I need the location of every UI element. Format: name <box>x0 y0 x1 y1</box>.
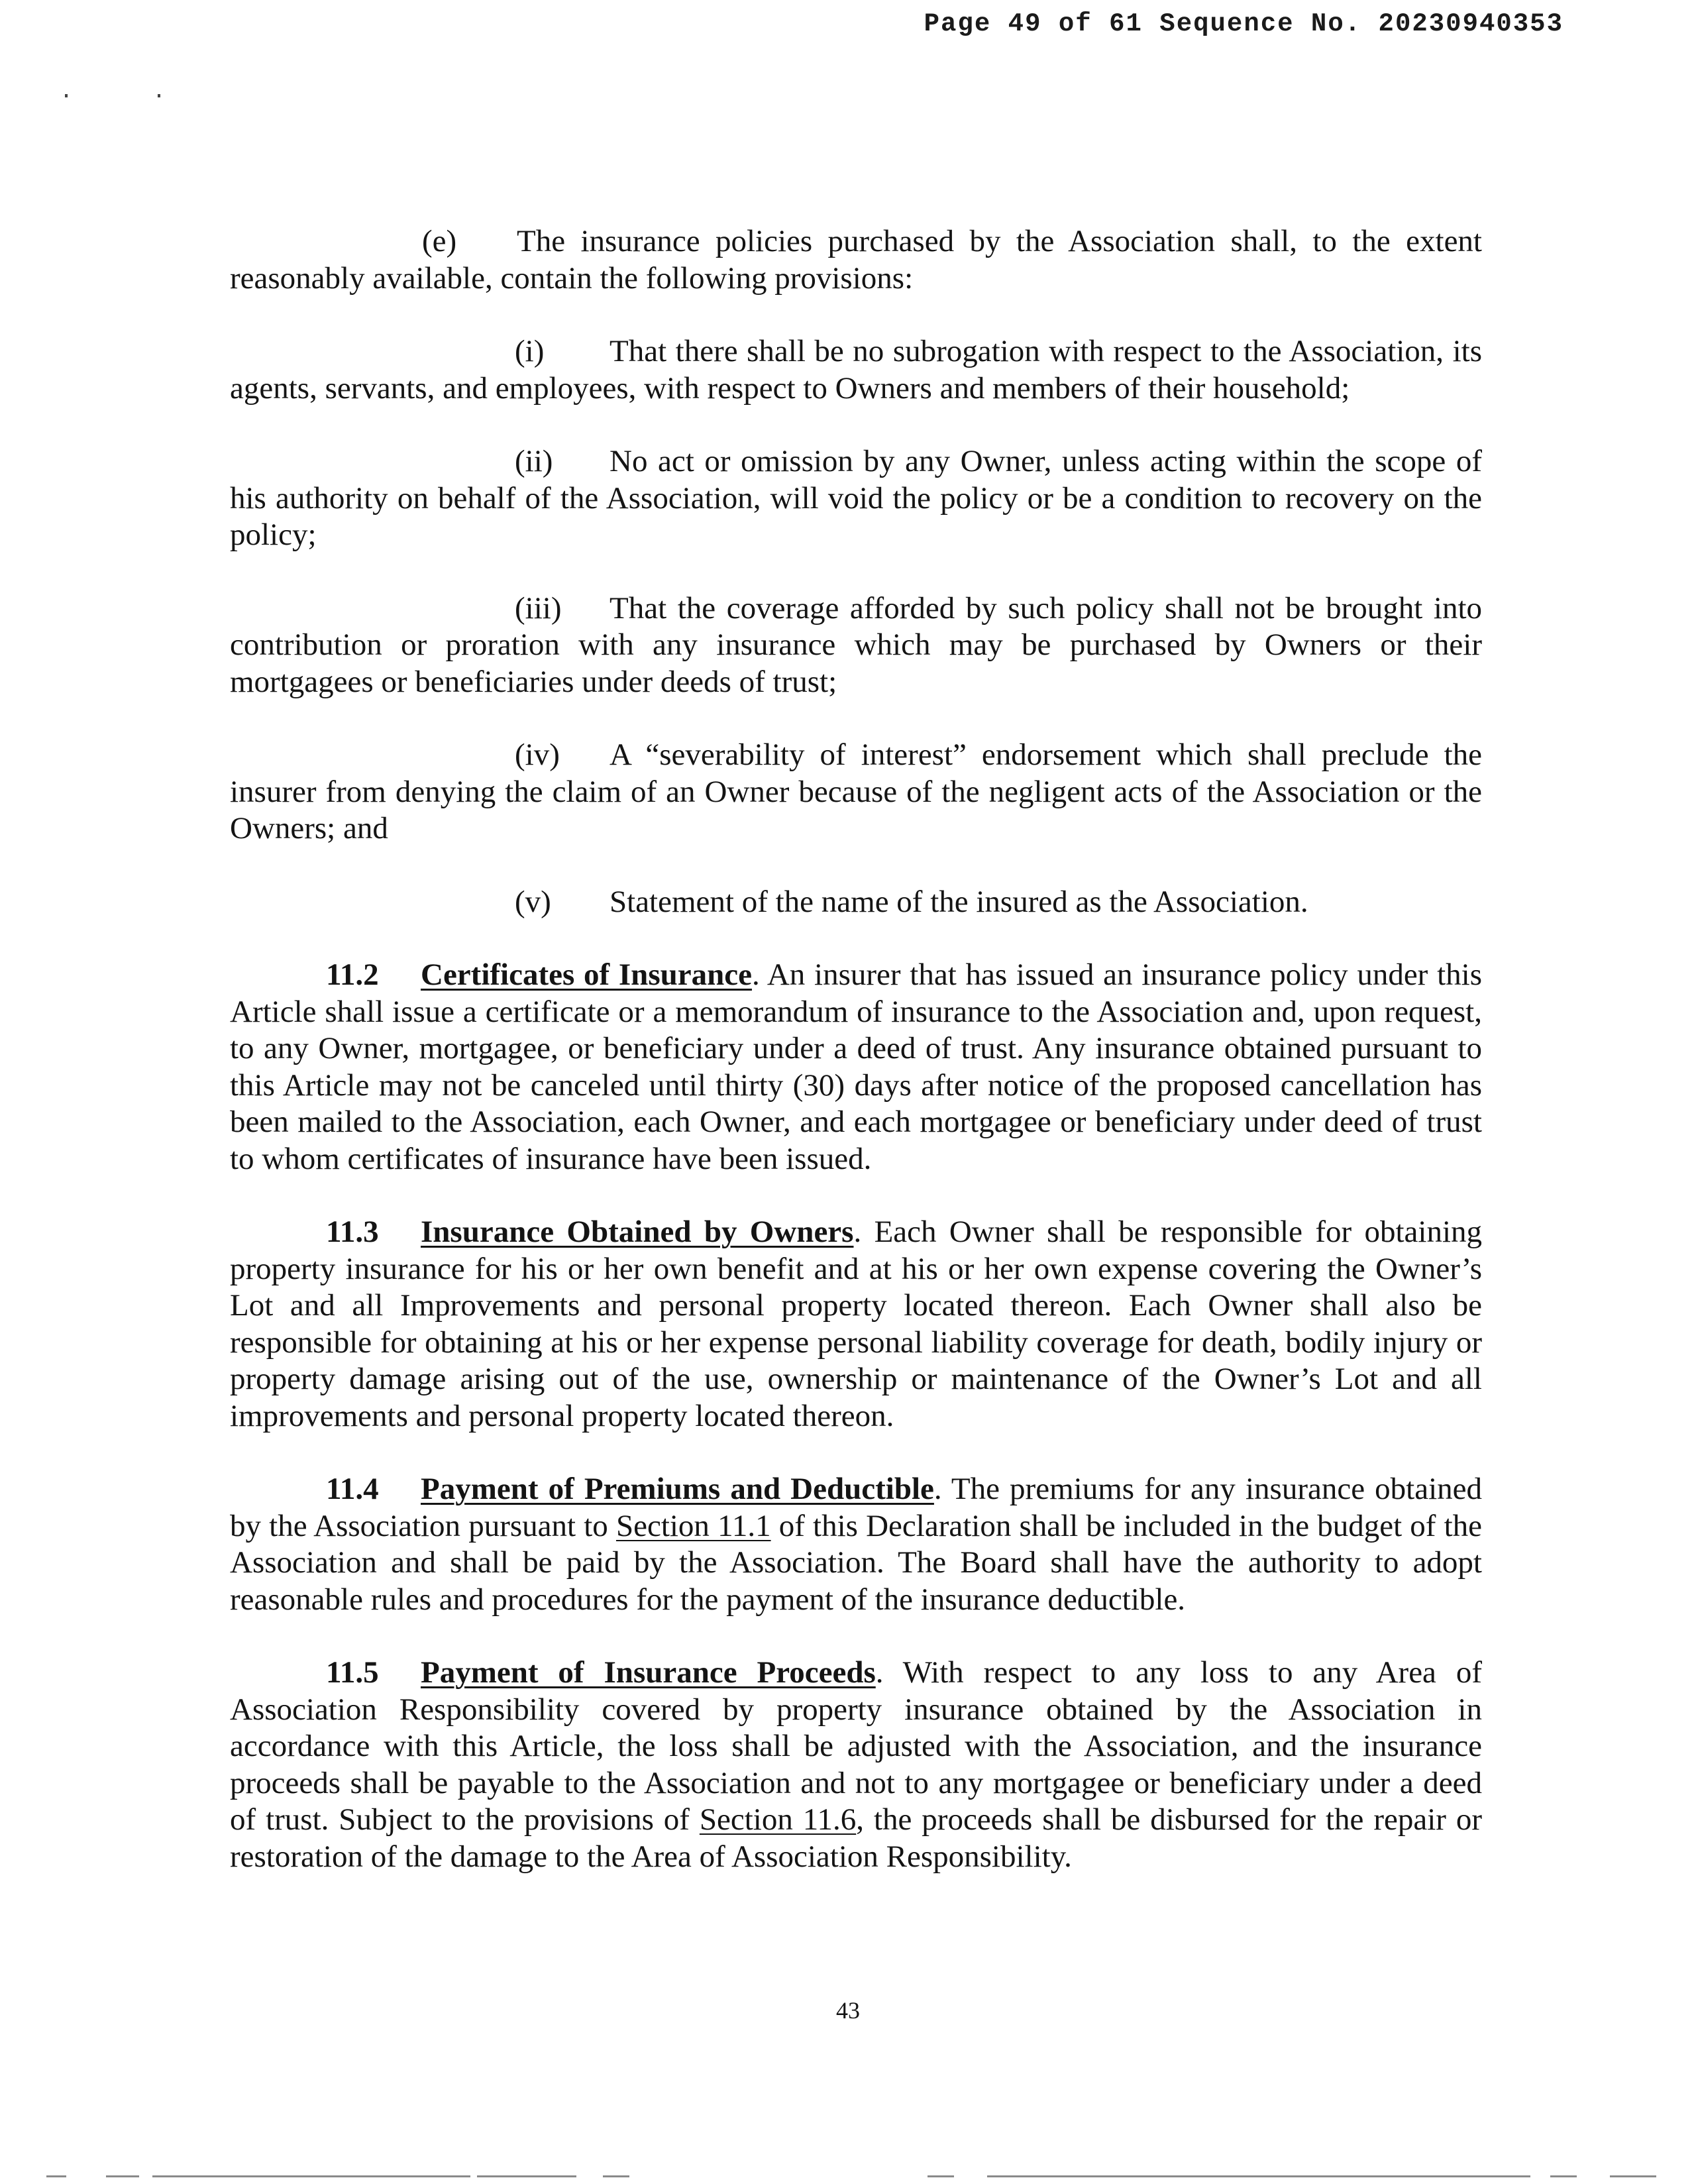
provision-text: That the coverage afforded by such policy shall not be brought into contribution or proration with any insurance which may be purchased by Owners or their mortgagees or beneficiaries under deeds of trust; <box>230 590 1482 699</box>
clause-text: The insurance policies purchased by the Association shall, to the extent reasonably available, contain the following provisions: <box>230 224 1482 296</box>
section-number: 11.3 <box>326 1215 379 1249</box>
page-sequence-header: Page 49 of 61 Sequence No. 20230940353 <box>924 9 1564 38</box>
section-11-5 <box>230 1655 1482 1875</box>
section-number: 11.4 <box>326 1472 379 1506</box>
provision-label: (i) <box>515 334 545 368</box>
section-11-2 <box>230 957 1482 1177</box>
provision-text: That there shall be no subrogation with respect to the Association, its agents, servants, and employees, with respect to Owners and members of their household; <box>230 334 1482 406</box>
section-title: Certificates of Insurance <box>421 957 752 992</box>
scan-edge-artifacts <box>0 2175 1696 2179</box>
provision-iii <box>230 590 1482 701</box>
section-title: Payment of Insurance Proceeds <box>421 1655 876 1690</box>
provision-label: (v) <box>515 884 551 919</box>
provision-text: A “severability of interest” endorsement which shall preclude the insurer from denying the claim of an Owner because of the negligent acts of the Association or the Owners; and <box>230 737 1482 846</box>
section-title: Insurance Obtained by Owners <box>421 1215 854 1249</box>
page-number: 43 <box>836 1997 860 2024</box>
provision-iv <box>230 737 1482 847</box>
clause-e <box>230 223 1482 297</box>
provision-i <box>230 333 1482 407</box>
provision-label: (ii) <box>515 444 553 478</box>
section-text: . With respect to any loss to any Area of Association Responsibility covered by property insurance obtained by the Association in accordance with this Article, the loss shall be adjusted with the Association, and the insurance proceeds shall be payable to the Association and not to any mortgagee or beneficiary under a deed of trust. Subject to the provisions of <box>230 1655 1482 1837</box>
section-text: . The premiums for any insurance obtained by the Association pursuant to <box>230 1472 1482 1543</box>
clause-label: (e) <box>422 224 457 258</box>
scan-specks <box>65 94 171 101</box>
provision-ii <box>230 443 1482 554</box>
section-number: 11.5 <box>326 1655 379 1690</box>
section-text: . Each Owner shall be responsible for obtaining property insurance for his or her own benefit and at his or her own expense covering the Owner’s Lot and all Improvements and personal property located thereon. Each Owner shall also be responsible for obtaining at his or her expense personal liability coverage for death, bodily injury or property damage arising out of the use, ownership or maintenance of the Owner’s Lot and all improvements and personal property located thereon. <box>230 1215 1482 1433</box>
provision-text: No act or omission by any Owner, unless acting within the scope of his authority on behalf of the Association, will void the policy or be a condition to recovery on the policy; <box>230 444 1482 552</box>
section-11-3 <box>230 1214 1482 1435</box>
section-number: 11.2 <box>326 957 379 992</box>
section-title: Payment of Premiums and Deductible <box>421 1472 934 1506</box>
section-text: . An insurer that has issued an insurance policy under this Article shall issue a certificate or a memorandum of insurance to the Association and, upon request, to any Owner, mortgagee, or beneficiary under a deed of trust. Any insurance obtained pursuant to this Article may not be canceled until thirty (30) days after notice of the proposed cancellation has been mailed to the Association, each Owner, and each mortgagee or beneficiary under deed of trust to whom certificates of insurance have been issued. <box>230 957 1482 1176</box>
section-11-4 <box>230 1471 1482 1618</box>
document-body <box>230 223 1482 1875</box>
provision-text: Statement of the name of the insured as the Association. <box>610 884 1308 919</box>
provision-label: (iv) <box>515 737 560 772</box>
provision-v <box>230 884 1482 921</box>
provision-label: (iii) <box>515 590 562 626</box>
section-text: of this Declaration shall be included in the budget of the Association and shall be paid by the Association. The Board shall have the authority to adopt reasonable rules and procedures for the payment of the insurance deductible. <box>230 1508 1483 1617</box>
section-reference-11-6: Section 11.6 <box>699 1802 857 1837</box>
section-reference-11-1: Section 11.1 <box>615 1508 771 1543</box>
section-text: , the proceeds shall be disbursed for the repair or restoration of the damage to the Area of Association Responsibility. <box>230 1802 1482 1874</box>
